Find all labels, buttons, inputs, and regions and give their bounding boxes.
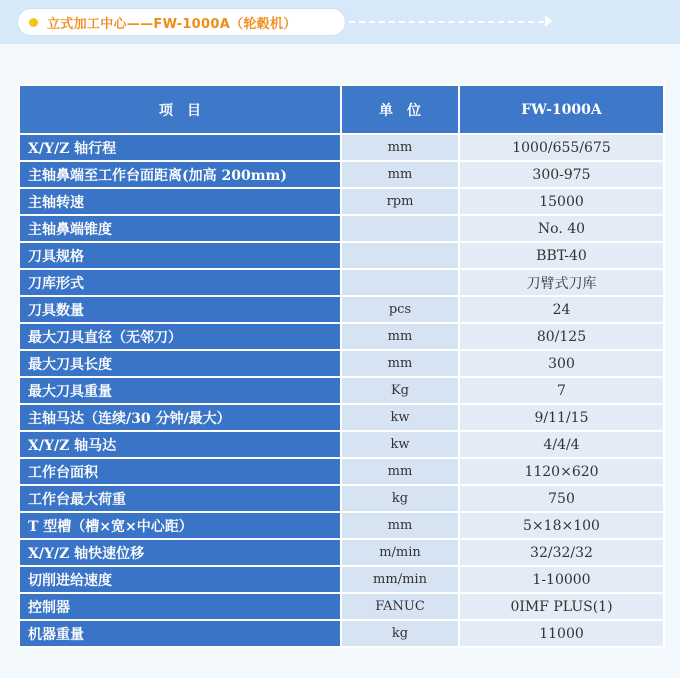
spec-value-cell: 750	[459, 485, 664, 512]
header-item: 项 目	[19, 85, 341, 134]
spec-item-cell: X/Y/Z 轴快速位移	[19, 539, 341, 566]
spec-unit-cell: rpm	[341, 188, 459, 215]
table-row	[19, 188, 664, 215]
table-row	[19, 296, 664, 323]
table-row	[19, 485, 664, 512]
spec-value-cell: BBT-40	[459, 242, 664, 269]
table-row	[19, 593, 664, 620]
spec-item-cell: 机器重量	[19, 620, 341, 647]
dashed-divider	[349, 21, 544, 23]
table-row	[19, 404, 664, 431]
spec-unit-cell: mm	[341, 350, 459, 377]
spec-value-cell: 5×18×100	[459, 512, 664, 539]
table-row	[19, 161, 664, 188]
table-row	[19, 242, 664, 269]
spec-item-cell: 主轴马达（连续/30 分钟/最大）	[19, 404, 341, 431]
spec-unit-cell: mm	[341, 134, 459, 161]
header-unit: 单 位	[341, 85, 459, 134]
spec-value-cell: 32/32/32	[459, 539, 664, 566]
spec-item-cell: X/Y/Z 轴马达	[19, 431, 341, 458]
spec-value-cell: 9/11/15	[459, 404, 664, 431]
arrow-right-icon	[545, 15, 552, 27]
spec-unit-cell: kg	[341, 485, 459, 512]
spec-value-cell: 1000/655/675	[459, 134, 664, 161]
spec-item-cell: 刀具数量	[19, 296, 341, 323]
spec-unit-cell: mm	[341, 458, 459, 485]
spec-unit-cell: mm	[341, 512, 459, 539]
spec-unit-cell	[341, 242, 459, 269]
spec-value-cell: 0IMF PLUS(1)	[459, 593, 664, 620]
spec-unit-cell: kg	[341, 620, 459, 647]
spec-item-cell: 主轴鼻端锥度	[19, 215, 341, 242]
table-row	[19, 350, 664, 377]
spec-value-cell: 1120×620	[459, 458, 664, 485]
spec-value-cell: 300-975	[459, 161, 664, 188]
spec-unit-cell	[341, 269, 459, 296]
table-row	[19, 566, 664, 593]
spec-unit-cell: Kg	[341, 377, 459, 404]
section-banner	[0, 0, 680, 44]
spec-item-cell: T 型槽（槽×宽×中心距）	[19, 512, 341, 539]
spec-value-cell: 15000	[459, 188, 664, 215]
header-model: FW-1000A	[459, 85, 664, 134]
spec-unit-cell: m/min	[341, 539, 459, 566]
spec-item-cell: 切削进给速度	[19, 566, 341, 593]
spec-unit-cell: mm/min	[341, 566, 459, 593]
spec-table	[18, 84, 665, 648]
table-row	[19, 134, 664, 161]
spec-value-cell: 刀臂式刀库	[459, 269, 664, 296]
table-row	[19, 269, 664, 296]
spec-item-cell: 刀具规格	[19, 242, 341, 269]
spec-unit-cell: kw	[341, 404, 459, 431]
spec-item-cell: 最大刀具直径（无邻刀）	[19, 323, 341, 350]
spec-item-cell: 主轴鼻端至工作台面距离(加高 200mm)	[19, 161, 341, 188]
spec-item-cell: X/Y/Z 轴行程	[19, 134, 341, 161]
table-row	[19, 620, 664, 647]
table-row	[19, 377, 664, 404]
table-row	[19, 215, 664, 242]
spec-item-cell: 主轴转速	[19, 188, 341, 215]
section-title: 立式加工中心——FW-1000A（轮毂机）	[47, 16, 297, 32]
table-row	[19, 458, 664, 485]
table-row	[19, 539, 664, 566]
section-title-pill	[18, 9, 345, 35]
spec-item-cell: 最大刀具长度	[19, 350, 341, 377]
spec-item-cell: 工作台面积	[19, 458, 341, 485]
spec-item-cell: 工作台最大荷重	[19, 485, 341, 512]
spec-value-cell: 11000	[459, 620, 664, 647]
spec-value-cell: No. 40	[459, 215, 664, 242]
bullet-dot-icon	[29, 18, 38, 27]
spec-unit-cell: mm	[341, 323, 459, 350]
spec-item-cell: 刀库形式	[19, 269, 341, 296]
spec-unit-cell: pcs	[341, 296, 459, 323]
spec-item-cell: 最大刀具重量	[19, 377, 341, 404]
spec-value-cell: 1-10000	[459, 566, 664, 593]
spec-value-cell: 80/125	[459, 323, 664, 350]
spec-unit-cell	[341, 215, 459, 242]
spec-value-cell: 24	[459, 296, 664, 323]
spec-value-cell: 7	[459, 377, 664, 404]
table-row	[19, 512, 664, 539]
table-row	[19, 431, 664, 458]
spec-value-cell: 300	[459, 350, 664, 377]
table-header-row	[19, 85, 664, 134]
spec-unit-cell: mm	[341, 161, 459, 188]
table-row	[19, 323, 664, 350]
spec-unit-cell: kw	[341, 431, 459, 458]
spec-value-cell: 4/4/4	[459, 431, 664, 458]
spec-unit-cell: FANUC	[341, 593, 459, 620]
spec-table-body	[19, 134, 664, 647]
spec-item-cell: 控制器	[19, 593, 341, 620]
